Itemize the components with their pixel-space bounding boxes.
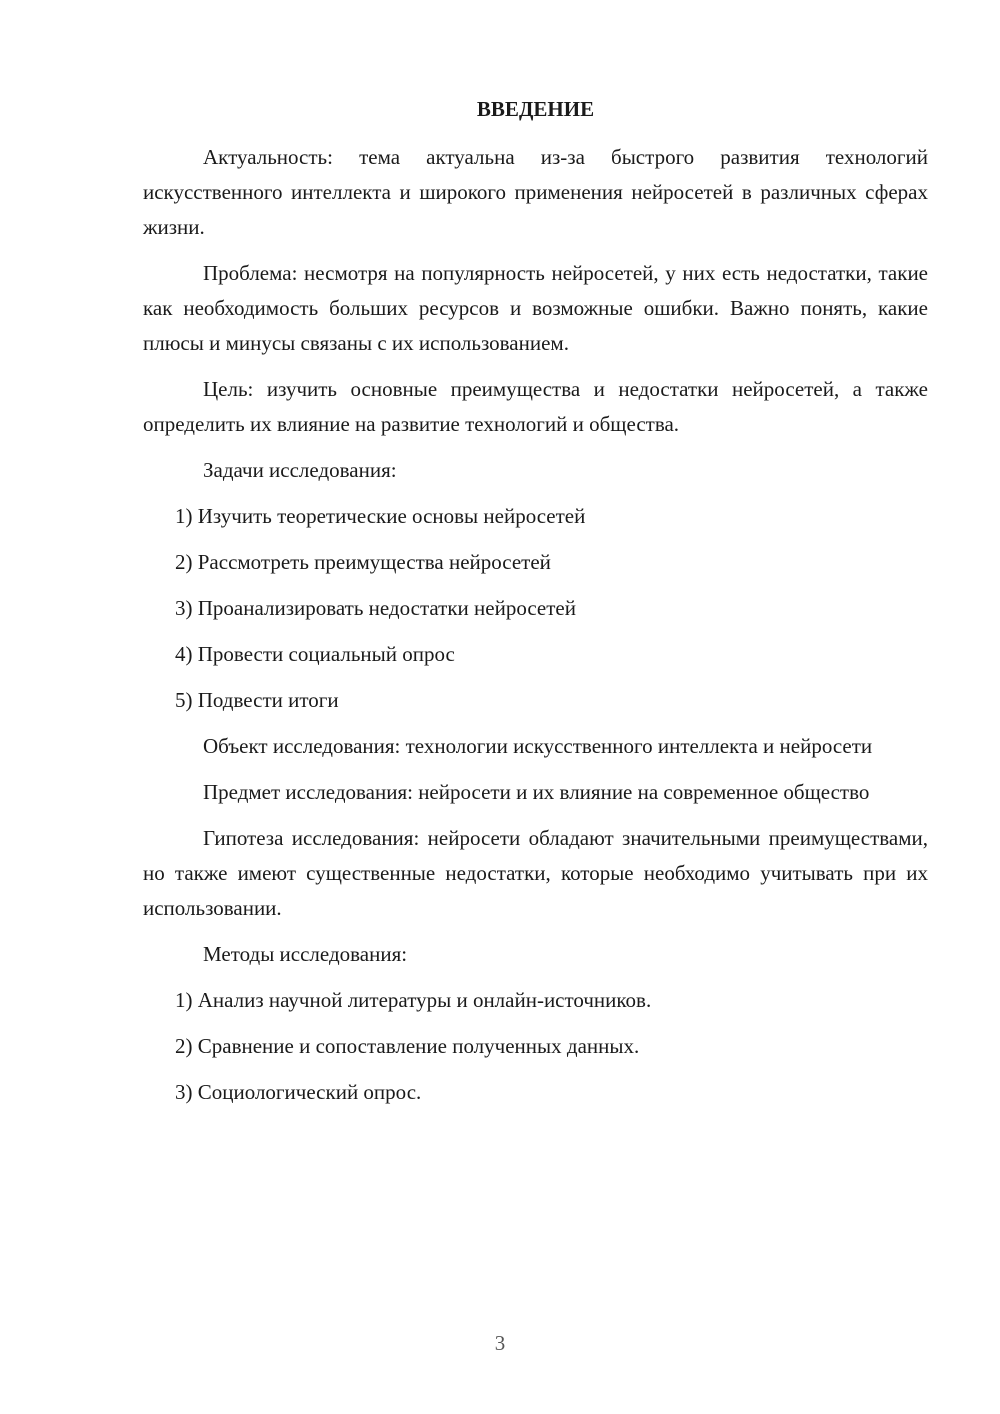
document-page <box>143 92 928 1121</box>
subject-paragraph: Предмет исследования: нейросети и их влияние на современное общество <box>203 780 870 804</box>
list-item: 1) Изучить теоретические основы нейросетей <box>175 504 586 528</box>
list-item: 2) Сравнение и сопоставление полученных данных. <box>175 1034 640 1058</box>
tasks-label: Задачи исследования: <box>203 458 397 482</box>
list-item: 3) Проанализировать недостатки нейросетей <box>175 596 576 620</box>
methods-label: Методы исследования: <box>203 942 408 966</box>
methods-list <box>143 983 928 1110</box>
tasks-list <box>143 499 928 718</box>
relevance-paragraph: Актуальность: тема актуальна из-за быстрого развития технологий искусственного интеллекта и широкого применения нейросетей в различных сферах жизни. <box>143 145 928 239</box>
list-item: 4) Провести социальный опрос <box>175 642 455 666</box>
object-paragraph: Объект исследования: технологии искусственного интеллекта и нейросети <box>203 734 873 758</box>
hypothesis-paragraph: Гипотеза исследования: нейросети обладают значительными преимуществами, но также имеют существенные недостатки, которые необходимо учитывать при их использовании. <box>143 826 928 920</box>
list-item: 3) Социологический опрос. <box>175 1080 422 1104</box>
list-item: 5) Подвести итоги <box>175 688 339 712</box>
section-title: ВВЕДЕНИЕ <box>476 97 595 121</box>
problem-paragraph: Проблема: несмотря на популярность нейросетей, у них есть недостатки, такие как необходимость больших ресурсов и возможные ошибки. Важно понять, какие плюсы и минусы связаны с их использованием. <box>143 261 928 355</box>
page-number: 3 <box>494 1331 506 1355</box>
list-item: 2) Рассмотреть преимущества нейросетей <box>175 550 551 574</box>
goal-paragraph: Цель: изучить основные преимущества и недостатки нейросетей, а также определить их влияние на развитие технологий и общества. <box>143 377 928 436</box>
list-item: 1) Анализ научной литературы и онлайн-источников. <box>175 988 652 1012</box>
